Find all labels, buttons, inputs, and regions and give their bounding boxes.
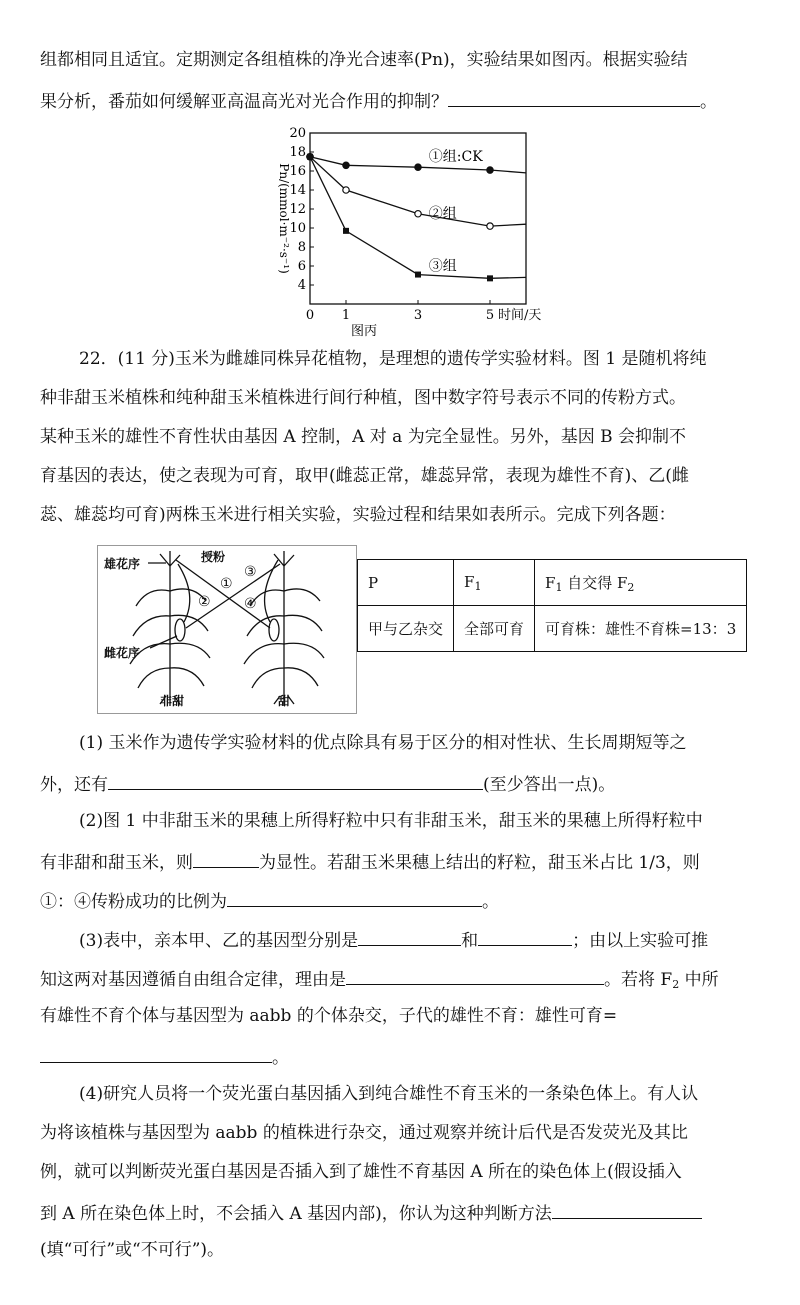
num-1: ① (220, 576, 233, 592)
p2-line-3-end: 。 (482, 892, 499, 912)
chart-axes (277, 126, 541, 337)
num-3: ③ (244, 564, 257, 580)
table-cell-f2-result: 可育株：雄性不育株=13：3 (535, 606, 747, 652)
p4-line-3: 例，就可以判断荧光蛋白基因是否插入到了雄性不育基因 A 所在的染色体上(假设插入 (40, 1162, 682, 1182)
p4-line-4 (40, 1200, 702, 1225)
x-tick-label: 1 (341, 308, 351, 323)
female-inflorescence-label: 雌花序 (104, 646, 141, 660)
left-leaf-1 (136, 589, 206, 606)
p3-line-1 (79, 927, 708, 952)
series-label: ②组 (428, 206, 457, 223)
intro-line-2-end: 。 (700, 92, 717, 112)
y-tick-label: 14 (289, 183, 306, 198)
right-leaf-4 (252, 668, 318, 688)
p1-line-1: (1) 玉米作为遗传学实验材料的优点除具有易于区分的相对性状、生长周期短等之 (79, 733, 687, 753)
p3-line-2-end: 中所 (679, 970, 719, 990)
data-point (415, 164, 421, 170)
answer-blank-2a[interactable] (193, 849, 259, 868)
line-chart (270, 125, 560, 337)
y-tick-label: 20 (289, 126, 306, 141)
data-point (343, 187, 349, 193)
intro-line-2-text: 果分析，番茄如何缓解亚高温高光对光合作用的抑制？ (40, 92, 448, 112)
male-inflorescence-label: 雄花序 (104, 557, 141, 571)
p3-line-4-end: 。 (272, 1048, 289, 1068)
p3-line-4 (40, 1044, 289, 1069)
table-header-f1 (454, 560, 535, 606)
f2h-letter: F (545, 573, 556, 592)
female-label-pointer (150, 636, 177, 648)
answer-blank-1[interactable] (108, 771, 483, 790)
data-point (415, 211, 421, 217)
p4-line-2: 为将该植株与基因型为 aabb 的植株进行杂交，通过观察并统计后代是否发荧光及其比 (40, 1123, 688, 1143)
table-header-f2 (535, 560, 747, 606)
answer-blank-3b[interactable] (478, 927, 572, 946)
answer-blank-2b[interactable] (227, 888, 482, 907)
y-tick-label: 4 (297, 278, 306, 293)
p2-line-2-rest: 为显性。若甜玉米果穗上结出的籽粒，甜玉米占比 1/3，则 (259, 853, 700, 873)
q22-line-2: 种非甜玉米植株和纯种甜玉米植株进行间行种植，图中数字符号表示不同的传粉方式。 (40, 388, 686, 408)
y-tick-label: 12 (289, 202, 306, 217)
y-tick-label: 10 (289, 221, 306, 236)
chart-title: 图丙 (350, 324, 378, 337)
chart-series (307, 149, 526, 281)
num-2: ② (198, 594, 211, 610)
table-cell-f1-result: 全部可育 (454, 606, 535, 652)
y-tick-label: 8 (297, 240, 306, 255)
p3-line-3: 有雄性不育个体与基因型为 aabb 的个体杂交，子代的雄性不育：雄性可育= (40, 1006, 618, 1026)
right-tassel-icon (274, 551, 294, 566)
left-leaf-4 (138, 668, 204, 688)
p2-line-3-text: ①：④传粉成功的比例为 (40, 892, 227, 912)
q22-line-5: 蕊、雄蕊均可育)两株玉米进行相关实验，实验过程和结果如表所示。完成下列各题： (40, 505, 676, 525)
num-4: ④ (244, 596, 257, 612)
y-tick-label: 18 (289, 145, 306, 160)
p4-line-4-text: 到 A 所在染色体上时，不会插入 A 基因内部)，你认为这种判断方法 (40, 1204, 552, 1224)
p3-line-2-mid: 。若将 F (604, 970, 673, 990)
data-point (343, 228, 349, 234)
p3-f2-sub: 2 (672, 978, 680, 991)
answer-blank-pn[interactable] (448, 88, 700, 107)
p3-line-2 (40, 966, 719, 996)
figure-1-corn-plants (97, 545, 357, 714)
cross-result-table (357, 559, 747, 652)
left-tassel-icon (160, 551, 180, 566)
p3-line-2-text: 知这两对基因遵循自由组合定律，理由是 (40, 970, 346, 990)
x-tick-label: 3 (413, 308, 423, 323)
intro-line-2 (40, 88, 717, 113)
f2h-text: 自交得 F (562, 573, 628, 592)
non-sweet-label: 非甜 (160, 694, 185, 708)
data-point (487, 167, 493, 173)
table-header-p: P (358, 560, 454, 606)
series-label: ①组:CK (428, 149, 483, 166)
f2h-sub1: 1 (555, 580, 563, 594)
right-leaf-1 (250, 589, 320, 606)
y-tick-label: 16 (289, 164, 306, 179)
p1-line-2 (40, 771, 615, 796)
p4-line-1: (4)研究人员将一个荧光蛋白基因插入到纯合雄性不育玉米的一条染色体上。有人认 (79, 1084, 699, 1104)
y-axis-label: Pn/(mmol·m⁻²·s⁻¹) (277, 163, 291, 274)
x-tick-label: 5 (485, 308, 495, 323)
x-axis-label: 时间/天 (498, 308, 542, 323)
f1-sub: 1 (474, 579, 482, 593)
f2h-sub2: 2 (627, 580, 635, 594)
p3-line-1-text: (3)表中，亲本甲、乙的基因型分别是 (79, 931, 359, 951)
series-1 (307, 149, 526, 173)
series-label: ③组 (428, 258, 457, 275)
y-tick-label: 6 (297, 259, 306, 274)
answer-blank-3d[interactable] (40, 1044, 272, 1063)
q22-line-1: 22．(11 分)玉米为雌雄同株异花植物，是理想的遗传学实验材料。图 1 是随机将纯 (79, 349, 707, 369)
p2-line-3 (40, 888, 499, 913)
p2-line-1: (2)图 1 中非甜玉米的果穗上所得籽粒中只有非甜玉米，甜玉米的果穗上所得籽粒中 (79, 811, 703, 831)
x-tick-label: 0 (305, 308, 315, 323)
p4-line-5: (填“可行”或“不可行”)。 (40, 1240, 225, 1260)
answer-blank-4[interactable] (552, 1200, 702, 1219)
right-ear-icon (269, 619, 279, 641)
data-point (343, 162, 349, 168)
q22-line-4: 育基因的表达，使之表现为可育，取甲(雌蕊正常，雄蕊异常，表现为雄性不育)、乙(雌 (40, 466, 689, 486)
answer-blank-3a[interactable] (358, 927, 461, 946)
q22-line-3: 某种玉米的雄性不育性状由基因 A 控制，A 对 a 为完全显性。另外，基因 B 会抑制不 (40, 427, 687, 447)
p1-line-2-end: (至少答出一点)。 (483, 775, 616, 795)
p2-line-2-text: 有非甜和甜玉米，则 (40, 853, 193, 873)
pollination-label: 授粉 (201, 550, 226, 564)
data-point (487, 223, 493, 229)
table-cell-cross: 甲与乙杂交 (358, 606, 454, 652)
answer-blank-3c[interactable] (346, 966, 604, 985)
series-3 (307, 154, 526, 282)
data-point (487, 275, 493, 281)
f1-letter: F (464, 572, 475, 591)
sweet-label: 甜 (278, 694, 291, 708)
table-header-row (358, 560, 747, 606)
data-point (415, 272, 421, 278)
p2-line-2 (40, 849, 700, 874)
table-row (358, 606, 747, 652)
intro-line-1: 组都相同且适宜。定期测定各组植株的净光合速率(Pn)，实验结果如图丙。根据实验结 (40, 50, 688, 70)
arrow-2 (178, 564, 190, 622)
data-point (307, 154, 313, 160)
p1-line-2-text: 外，还有 (40, 775, 108, 795)
p3-line-1-and: 和 (461, 931, 479, 951)
left-ear-icon (175, 619, 185, 641)
p3-line-1-rest: ；由以上实验可推 (572, 931, 709, 951)
